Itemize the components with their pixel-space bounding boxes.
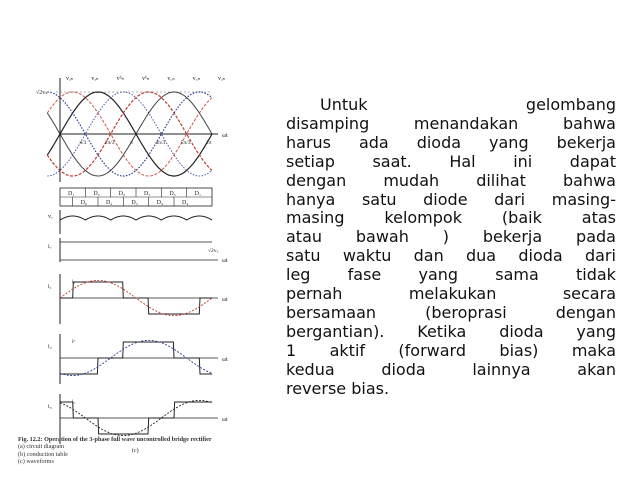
diode-label-bottom: D₂ (106, 200, 113, 206)
text-word: kelompok (384, 208, 462, 228)
phase-current-label: i꜀ (72, 399, 76, 405)
phase-current-label: iᵇ (72, 339, 76, 345)
text-word: bergantian). (286, 321, 385, 341)
current-label: i₃ (48, 404, 52, 410)
text-line (286, 134, 616, 153)
caption-line: (b) conduction table (18, 450, 68, 458)
text-word: dan (413, 246, 444, 266)
text-word: pernah (286, 284, 343, 304)
text-word: atau (286, 227, 323, 247)
axis-label-wt: ωt (222, 258, 228, 264)
text-word: maka (571, 340, 616, 360)
current-label: i₂ (48, 344, 52, 350)
text-word: ) (442, 227, 449, 247)
diode-label-top: D₁ (194, 191, 202, 197)
text-word: disamping (286, 113, 370, 133)
diode-label-top: D₃ (93, 191, 100, 197)
axis-label-wt: ωt (222, 133, 228, 139)
text-word: masing (286, 208, 345, 228)
caption-title: Fig. 12.2: Operation of the 3-phase full wave uncontrolled bridge rectifier (18, 436, 212, 443)
text-word: harus (286, 132, 331, 152)
text-word: hanya (286, 189, 336, 209)
vo-ripple (60, 216, 212, 220)
text-word: dioda (381, 359, 426, 379)
text-line (286, 361, 616, 380)
text-word: dioda (518, 246, 563, 266)
diode-label-bottom: D₂ (131, 200, 138, 206)
text-word: lainnya (472, 359, 531, 379)
caption-line: (c) waveforms (18, 458, 54, 466)
angle-label: 4π/3 (155, 140, 166, 146)
panel-label: (c) (132, 448, 139, 454)
text-word: saat. (372, 151, 412, 171)
angle-label: π/3 (79, 140, 87, 146)
text-word: kedua (286, 359, 335, 379)
text-word: bekerja (482, 227, 543, 247)
text-word: ini (513, 151, 533, 171)
text-line (286, 323, 616, 342)
text-word: bahwa (562, 113, 616, 133)
text-word: dua (466, 246, 497, 266)
diode-label-bottom: D₄ (156, 200, 164, 206)
angle-label: 2π (206, 140, 212, 146)
io-label: iₒ (48, 244, 52, 250)
text-word: 1 (286, 340, 297, 360)
text-word: mudah (383, 170, 440, 190)
text-word: fase (347, 265, 382, 285)
text-word: dari (494, 189, 526, 209)
amplitude-label: √2vₛ (36, 90, 48, 96)
text-word: dengan (286, 170, 347, 190)
text-line (286, 342, 616, 361)
text-word: leg (286, 265, 311, 285)
text-word: gelombang (525, 95, 616, 114)
text-word: masing- (551, 189, 616, 209)
text-word: atas (581, 208, 616, 228)
explanation-paragraph (286, 96, 616, 399)
text-word: bias. (351, 378, 390, 398)
text-line (286, 96, 616, 115)
diode-label-bottom: D₆ (80, 200, 88, 206)
text-word: bekerja (556, 132, 616, 152)
axis-label-wt: ωt (222, 417, 228, 423)
phase-label: vₐₙ (218, 76, 226, 82)
text-word: pada (576, 227, 616, 247)
text-word: secara (562, 284, 616, 304)
phase-label: vᵇₙ (142, 76, 150, 82)
text-word: dilihat (476, 170, 526, 190)
text-word: bahwa (562, 170, 616, 190)
text-line (286, 228, 616, 247)
text-word: melakukan (408, 284, 497, 304)
phase-label: vₐₙ (66, 76, 74, 82)
vo-label: vₒ (48, 214, 53, 220)
text-word: tidak (576, 265, 616, 285)
text-word: yang (576, 321, 616, 341)
text-word: menandakan (413, 113, 519, 133)
text-word: dioda (416, 132, 462, 152)
text-word: yang (489, 132, 529, 152)
text-word: bawah (355, 227, 409, 247)
diode-label-top: D₅ (169, 191, 176, 197)
text-word: aktif (329, 340, 366, 360)
text-line (286, 209, 616, 228)
diode-label-bottom: D₄ (182, 200, 189, 206)
text-word: dengan (555, 302, 616, 322)
angle-label: 2π/3 (104, 140, 115, 146)
text-word: waktu (342, 246, 392, 266)
phase-label: v꜀ₙ (192, 76, 201, 82)
text-line (286, 115, 616, 134)
text-word: setiap (286, 151, 335, 171)
phase-label: vᵇₙ (116, 76, 124, 82)
diode-label-top: D₁ (68, 191, 75, 197)
axis-label-wt: ωt (222, 297, 228, 303)
phase-label: vₐₙ (91, 76, 99, 82)
text-line (286, 191, 616, 210)
text-word: sama (495, 265, 539, 285)
text-word: (beroprasi (425, 302, 507, 322)
diode-label-top: D₅ (144, 191, 151, 197)
text-word: ada (358, 132, 389, 152)
angle-label: 5π/3 (180, 140, 191, 146)
text-line (286, 304, 616, 323)
text-word: dari (584, 246, 616, 266)
text-line (286, 247, 616, 266)
waveform-figure (14, 70, 278, 465)
text-word: dapat (569, 151, 616, 171)
current-label: i₁ (48, 284, 52, 290)
text-word: satu (361, 189, 397, 209)
text-word: Ketika (417, 321, 467, 341)
text-line (286, 172, 616, 191)
text-word: (forward (398, 340, 467, 360)
io-amp-label: √2vₛ (208, 248, 219, 254)
text-line (286, 285, 616, 304)
axis-label-wt: ωt (222, 357, 228, 363)
text-word: akan (577, 359, 616, 379)
text-word: (baik (501, 208, 542, 228)
text-word: Untuk (320, 95, 368, 114)
text-line (286, 266, 616, 285)
figure-caption (18, 436, 268, 466)
text-line (286, 380, 616, 399)
phase-current-label: iₐ (72, 279, 76, 285)
phase-label: v꜀ₙ (167, 76, 175, 82)
text-word: diode (423, 189, 468, 209)
diode-label-top: D₃ (118, 191, 126, 197)
text-word: yang (418, 265, 459, 285)
waveform-diagram (14, 70, 278, 465)
text-line (286, 153, 616, 172)
text-word: Hal (449, 151, 476, 171)
text-word: bias) (499, 340, 539, 360)
text-word: dioda (499, 321, 544, 341)
caption-line: (a) circuit diagram (18, 443, 65, 451)
angle-label: π (130, 140, 133, 146)
text-word: bersamaan (286, 302, 377, 322)
text-word: reverse (286, 378, 352, 398)
text-word: satu (286, 246, 321, 266)
